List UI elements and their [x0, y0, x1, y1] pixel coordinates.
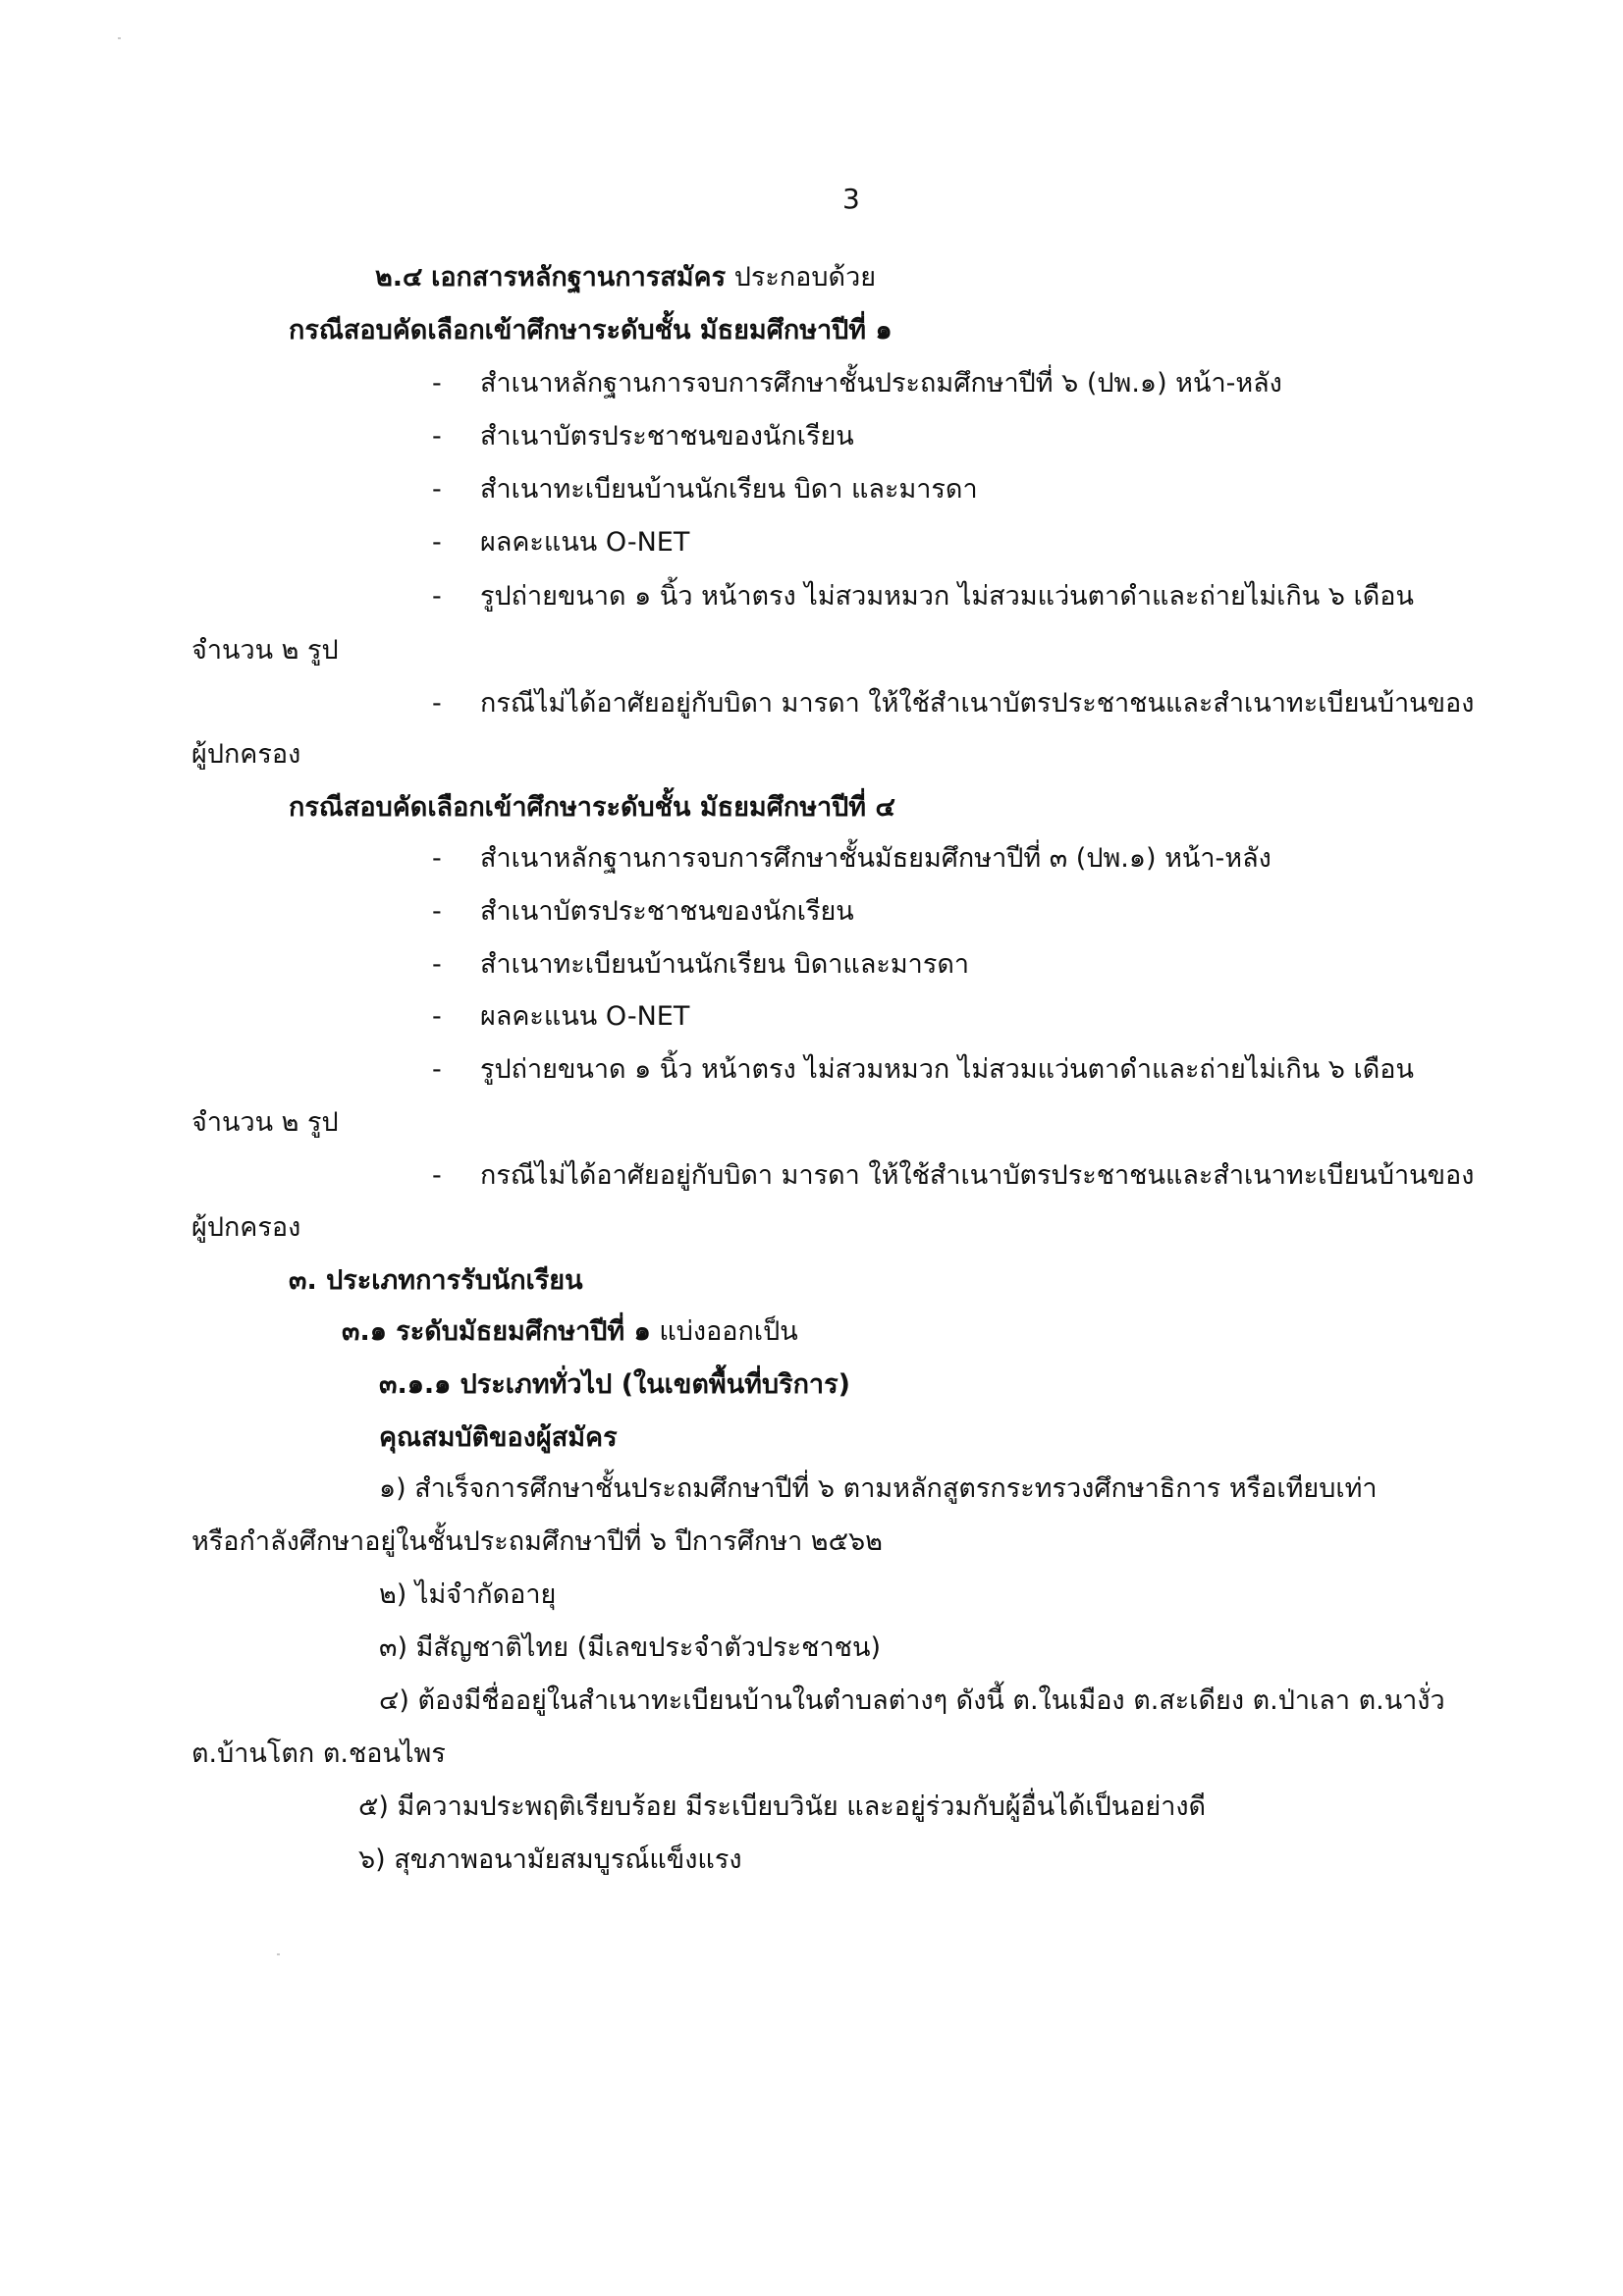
- list-dash: -: [432, 1054, 442, 1085]
- list-item-continuation: จำนวน ๒ รูป: [191, 635, 339, 666]
- list-item-continuation: ผู้ปกครอง: [191, 1212, 301, 1243]
- section-3-1-heading: [342, 1315, 798, 1349]
- list-dash: -: [432, 368, 442, 399]
- list-item: กรณีไม่ได้อาศัยอยู่กับบิดา มารดา ให้ใช้สำเนาบัตรประชาชนและสำเนาทะเบียนบ้านของ: [480, 1160, 1475, 1191]
- section-3-1-1-heading: ๓.๑.๑ ประเภททั่วไป (ในเขตพื้นที่บริการ): [379, 1369, 850, 1400]
- list-item: สำเนาหลักฐานการจบการศึกษาชั้นมัธยมศึกษาปีที่ ๓ (ปพ.๑) หน้า-หลัง: [480, 843, 1271, 874]
- list-dash: -: [432, 1001, 442, 1032]
- list-item: สำเนาหลักฐานการจบการศึกษาชั้นประถมศึกษาปีที่ ๖ (ปพ.๑) หน้า-หลัง: [480, 368, 1282, 399]
- list-dash: -: [432, 474, 442, 505]
- list-item: กรณีไม่ได้อาศัยอยู่กับบิดา มารดา ให้ใช้สำเนาบัตรประชาชนและสำเนาทะเบียนบ้านของ: [480, 688, 1475, 719]
- list-dash: -: [432, 581, 442, 612]
- qualification-1: ๑) สำเร็จการศึกษาชั้นประถมศึกษาปีที่ ๖ ตามหลักสูตรกระทรวงศึกษาธิการ หรือเทียบเท่า: [379, 1473, 1378, 1504]
- scan-speck: [118, 37, 121, 39]
- list-dash: -: [432, 421, 442, 452]
- qualifications-heading: คุณสมบัติของผู้สมัคร: [379, 1422, 618, 1453]
- list-dash: -: [432, 527, 442, 558]
- page-number: 3: [842, 183, 860, 215]
- scan-speck: [277, 1953, 280, 1955]
- qualification-2: ๒) ไม่จำกัดอายุ: [379, 1579, 557, 1610]
- list-item: รูปถ่ายขนาด ๑ นิ้ว หน้าตรง ไม่สวมหมวก ไม่สวมแว่นตาดำและถ่ายไม่เกิน ๖ เดือน: [480, 581, 1414, 612]
- section-2-4-title: เอกสารหลักฐานการสมัคร: [431, 262, 727, 293]
- qualification-4-continuation: ต.บ้านโตก ต.ชอนไพร: [191, 1738, 446, 1769]
- section-2-4-number: ๒.๔: [375, 262, 423, 293]
- m4-heading: กรณีสอบคัดเลือกเข้าศึกษาระดับชั้น มัธยมศึกษาปีที่ ๔: [289, 792, 895, 823]
- list-item: ผลคะแนน O-NET: [480, 527, 690, 558]
- section-3-1-title: ๓.๑ ระดับมัธยมศึกษาปีที่ ๑: [342, 1316, 651, 1347]
- list-item-continuation: จำนวน ๒ รูป: [191, 1107, 339, 1138]
- list-dash: -: [432, 896, 442, 927]
- section-2-4-heading: [375, 261, 876, 294]
- list-item: สำเนาบัตรประชาชนของนักเรียน: [480, 421, 854, 452]
- section-2-4-tail: ประกอบด้วย: [733, 262, 877, 293]
- section-3-heading: ๓. ประเภทการรับนักเรียน: [289, 1265, 583, 1296]
- list-dash: -: [432, 949, 442, 980]
- m1-heading: กรณีสอบคัดเลือกเข้าศึกษาระดับชั้น มัธยมศึกษาปีที่ ๑: [289, 315, 893, 346]
- list-item: รูปถ่ายขนาด ๑ นิ้ว หน้าตรง ไม่สวมหมวก ไม่สวมแว่นตาดำและถ่ายไม่เกิน ๖ เดือน: [480, 1054, 1414, 1085]
- qualification-5: ๕) มีความประพฤติเรียบร้อย มีระเบียบวินัย และอยู่ร่วมกับผู้อื่นได้เป็นอย่างดี: [358, 1791, 1207, 1822]
- qualification-4: ๔) ต้องมีชื่ออยู่ในสำเนาทะเบียนบ้านในตำบลต่างๆ ดังนี้ ต.ในเมือง ต.สะเดียง ต.ป่าเลา ต.นางั่ว: [379, 1685, 1445, 1716]
- list-dash: -: [432, 1160, 442, 1191]
- section-3-1-tail: แบ่งออกเป็น: [659, 1316, 798, 1347]
- list-item: สำเนาทะเบียนบ้านนักเรียน บิดาและมารดา: [480, 949, 970, 980]
- list-item-continuation: ผู้ปกครอง: [191, 739, 301, 770]
- qualification-1-continuation: หรือกำลังศึกษาอยู่ในชั้นประถมศึกษาปีที่ ๖ ปีการศึกษา ๒๕๖๒: [191, 1526, 883, 1557]
- list-item: ผลคะแนน O-NET: [480, 1001, 690, 1032]
- list-item: สำเนาทะเบียนบ้านนักเรียน บิดา และมารดา: [480, 474, 978, 505]
- list-dash: -: [432, 688, 442, 719]
- list-dash: -: [432, 843, 442, 874]
- list-item: สำเนาบัตรประชาชนของนักเรียน: [480, 896, 854, 927]
- qualification-6: ๖) สุขภาพอนามัยสมบูรณ์แข็งแรง: [358, 1844, 742, 1875]
- qualification-3: ๓) มีสัญชาติไทย (มีเลขประจำตัวประชาชน): [379, 1632, 881, 1663]
